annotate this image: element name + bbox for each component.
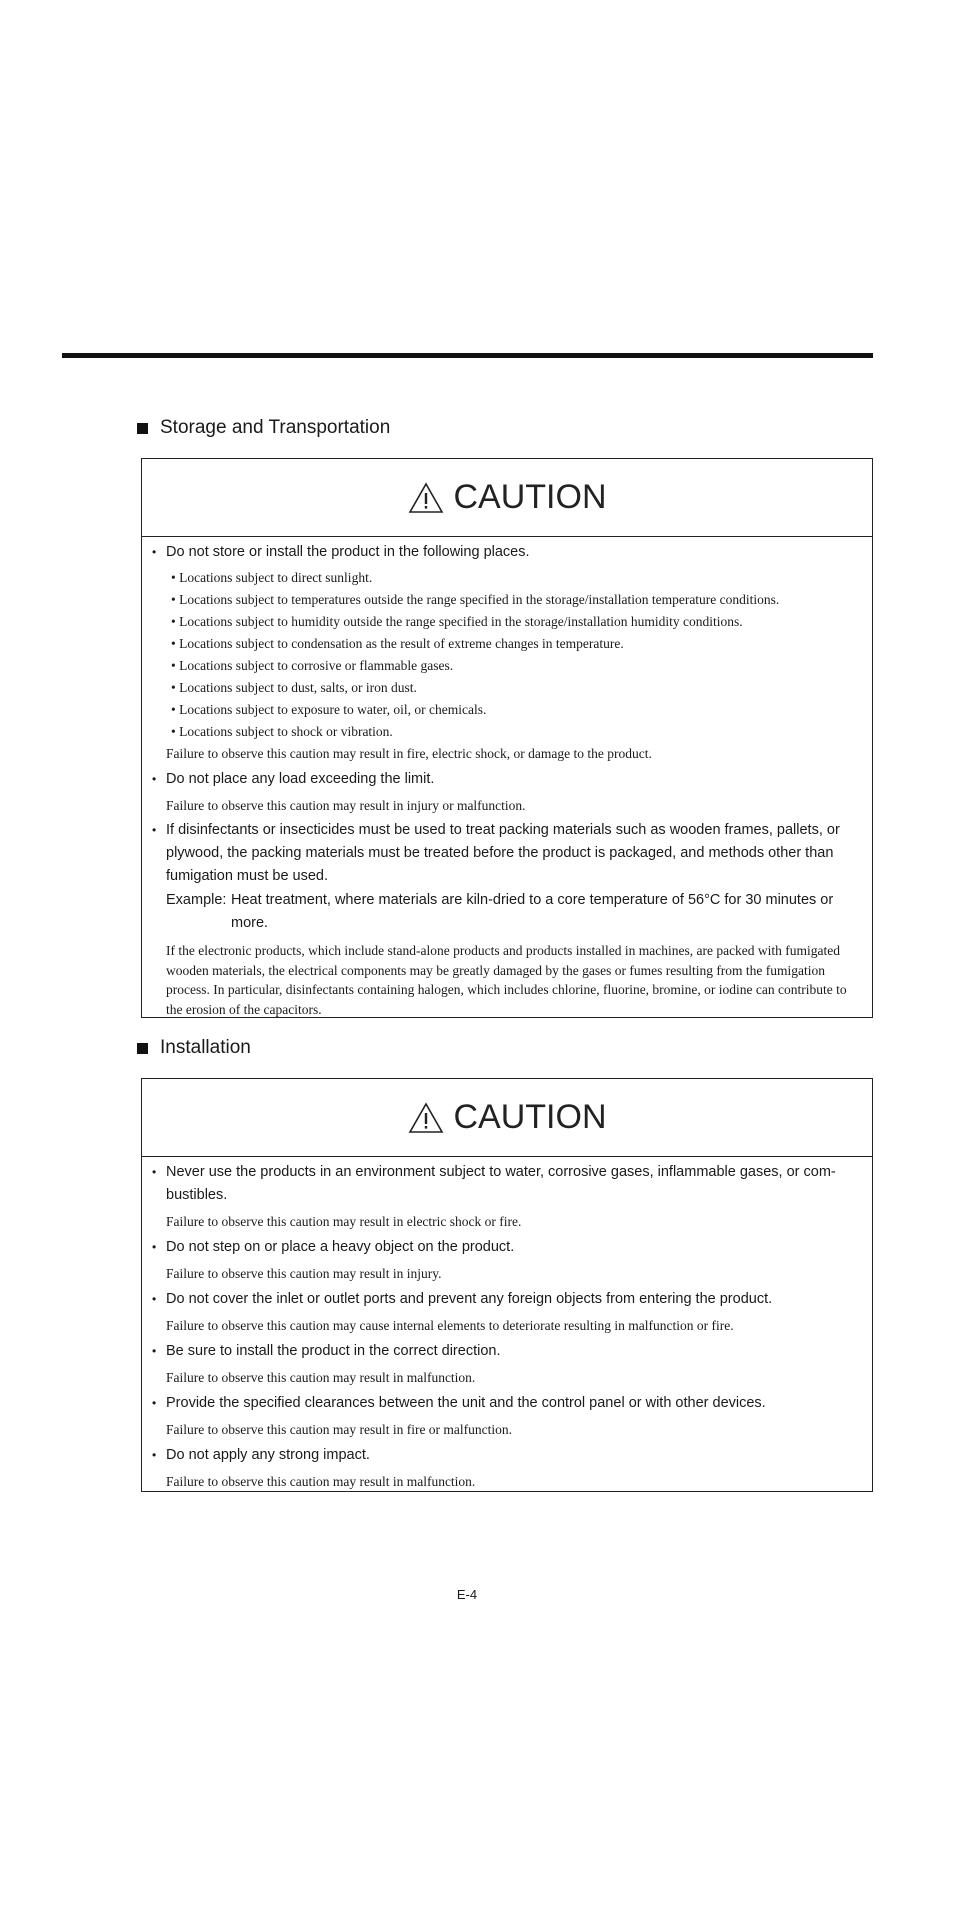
location-item: • Locations subject to shock or vibration. bbox=[171, 724, 393, 739]
example-label: Example: bbox=[166, 892, 227, 908]
caution-header bbox=[142, 459, 872, 537]
caution-item: • If disinfectants or insecticides must be used to treat packing materials such as wooden frames, pallets, or plywood, the packing materials must be treated before the product is packaged, and methods other than fumigation must be used. bbox=[152, 822, 840, 884]
caution-item: • Do not store or install the product in the following places. bbox=[152, 544, 530, 560]
square-bullet-icon bbox=[137, 423, 148, 434]
page-number: E-4 bbox=[456, 1587, 478, 1602]
location-item: • Locations subject to dust, salts, or iron dust. bbox=[171, 680, 417, 695]
location-item: • Locations subject to temperatures outside the range specified in the storage/installation temperature conditions. bbox=[171, 592, 780, 607]
caution-note: Failure to observe this caution may result in injury. bbox=[166, 1266, 442, 1281]
top-rule bbox=[62, 353, 873, 358]
section-title: Installation bbox=[160, 1037, 251, 1058]
caution-box-storage bbox=[141, 458, 873, 1018]
square-bullet-icon bbox=[137, 1043, 148, 1054]
caution-item: • Be sure to install the product in the correct direction. bbox=[152, 1343, 501, 1359]
caution-label: CAUTION bbox=[453, 478, 607, 516]
caution-item: • Never use the products in an environment subject to water, corrosive gases, inflammable gases, or com-bustibles. bbox=[152, 1164, 836, 1203]
caution-item: • Do not apply any strong impact. bbox=[152, 1447, 370, 1463]
location-item: • Locations subject to direct sunlight. bbox=[171, 570, 373, 585]
warning-triangle-icon bbox=[408, 1102, 444, 1134]
caution-note: Failure to observe this caution may cause internal elements to deteriorate resulting in malfunction or fire. bbox=[166, 1318, 734, 1333]
location-item: • Locations subject to corrosive or flammable gases. bbox=[171, 658, 454, 673]
fumigation-paragraph: If the electronic products, which include stand-alone products and products installed in machines, are packed with fumigated wooden materials, the electrical components may be greatly damaged by the gases or fumes resulting from the fumigation process. In particular, disinfectants containing halogen, which includes chlorine, fluorine, bromine, or iodine can contribute to the erosion of the capacitors. bbox=[166, 943, 847, 1017]
caution-item: • Provide the specified clearances between the unit and the control panel or with other devices. bbox=[152, 1395, 766, 1411]
example-line bbox=[152, 889, 856, 935]
caution-box-installation bbox=[141, 1078, 873, 1492]
caution-note: Failure to observe this caution may result in injury or malfunction. bbox=[166, 798, 526, 813]
caution-item: • Do not cover the inlet or outlet ports and prevent any foreign objects from entering the product. bbox=[152, 1291, 773, 1307]
caution-note: Failure to observe this caution may result in fire or malfunction. bbox=[166, 1422, 513, 1437]
caution-note: Failure to observe this caution may result in malfunction. bbox=[166, 1474, 476, 1489]
caution-item: • Do not step on or place a heavy object on the product. bbox=[152, 1239, 515, 1255]
location-item: • Locations subject to humidity outside the range specified in the storage/installation humidity conditions. bbox=[171, 614, 743, 629]
caution-item: • Do not place any load exceeding the limit. bbox=[152, 771, 435, 787]
section-heading-installation bbox=[137, 1037, 251, 1059]
warning-triangle-icon bbox=[408, 482, 444, 514]
caution-header bbox=[142, 1079, 872, 1157]
location-item: • Locations subject to condensation as the result of extreme changes in temperature. bbox=[171, 636, 624, 651]
location-item: • Locations subject to exposure to water, oil, or chemicals. bbox=[171, 702, 487, 717]
section-heading-storage bbox=[137, 417, 390, 439]
caution-label: CAUTION bbox=[453, 1098, 607, 1136]
section-title: Storage and Transportation bbox=[160, 417, 391, 438]
caution-note: Failure to observe this caution may result in electric shock or fire. bbox=[166, 1214, 522, 1229]
caution-note: Failure to observe this caution may result in fire, electric shock, or damage to the product. bbox=[166, 746, 652, 761]
caution-note: Failure to observe this caution may result in malfunction. bbox=[166, 1370, 476, 1385]
example-text: Heat treatment, where materials are kiln-dried to a core temperature of 56°C for 30 minutes or more. bbox=[231, 892, 834, 931]
